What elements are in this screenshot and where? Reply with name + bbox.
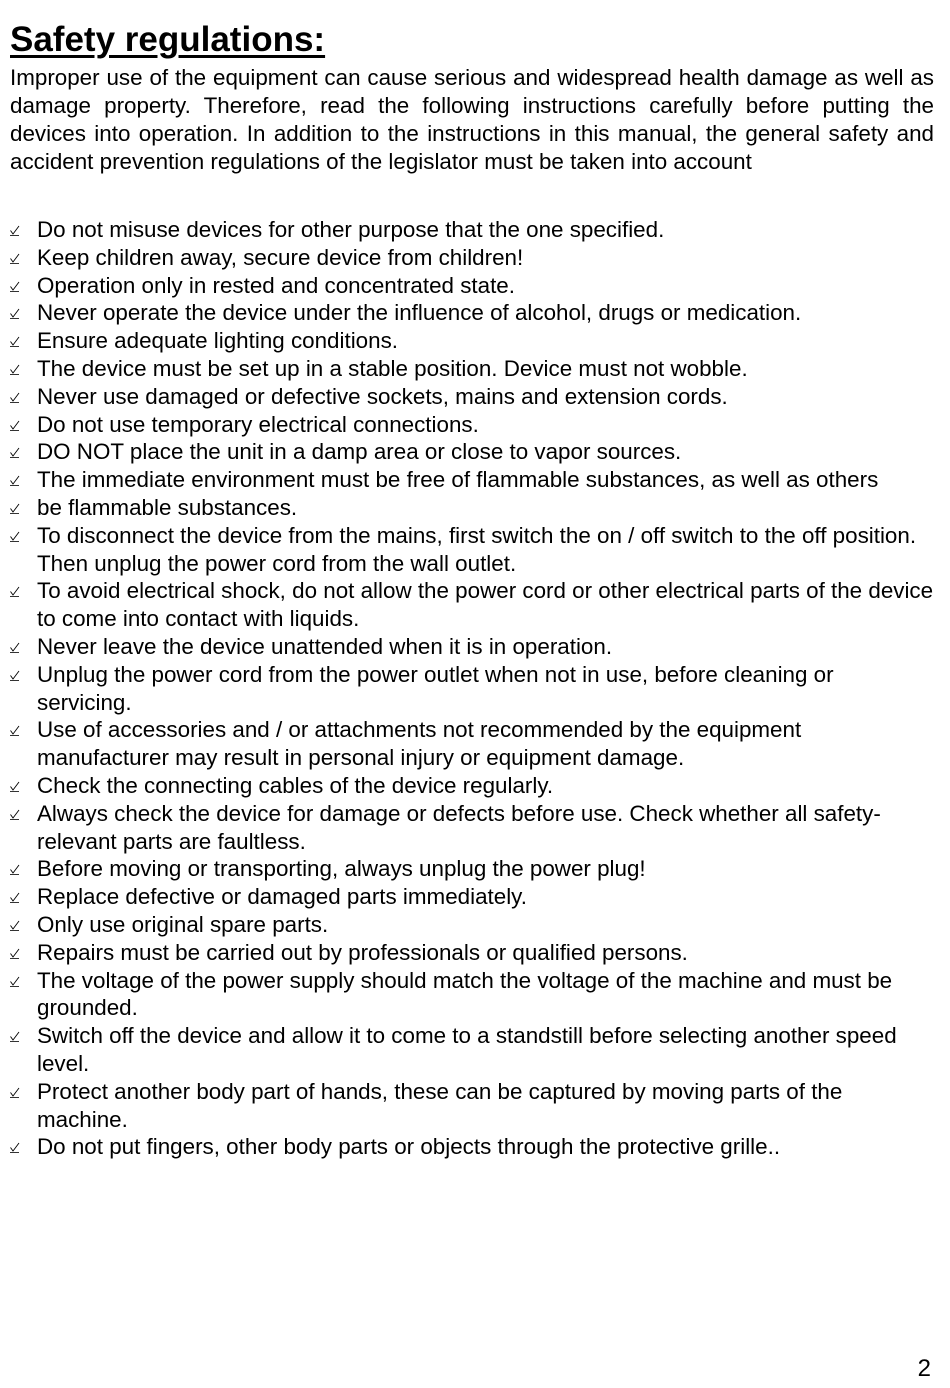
rule-text: Check the connecting cables of the device regularly.	[37, 772, 554, 798]
page-title: Safety regulations:	[10, 20, 326, 59]
check-mark-icon	[8, 245, 22, 272]
list-item	[10, 855, 934, 883]
rule-text: Repairs must be carried out by professionals or qualified persons.	[37, 939, 688, 965]
list-item	[10, 911, 934, 939]
rule-text: Switch off the device and allow it to come to a standstill before selecting another speed level.	[37, 1023, 897, 1076]
check-mark-icon	[8, 968, 22, 995]
check-mark-icon	[8, 912, 22, 939]
check-mark-icon	[8, 717, 22, 744]
list-item	[10, 299, 934, 327]
list-item	[10, 633, 934, 661]
rule-text: Ensure adequate lighting conditions.	[37, 328, 398, 354]
rule-text: The device must be set up in a stable position. Device must not wobble.	[37, 355, 748, 381]
check-mark-icon	[8, 801, 22, 828]
check-mark-icon	[8, 495, 22, 522]
check-mark-icon	[8, 523, 22, 550]
rule-text: Never use damaged or defective sockets, mains and extension cords.	[37, 383, 728, 409]
rule-text: Do not misuse devices for other purpose that the one specified.	[37, 217, 665, 242]
list-item	[10, 661, 934, 717]
list-item	[10, 216, 934, 244]
check-mark-icon	[8, 662, 22, 689]
safety-rules-list	[10, 216, 934, 1161]
rule-text: be flammable substances.	[37, 494, 298, 520]
list-item	[10, 244, 934, 272]
check-mark-icon	[8, 467, 22, 494]
rule-text: Protect another body part of hands, these can be captured by moving parts of the machine.	[37, 1078, 843, 1132]
document-page	[10, 18, 934, 1161]
rule-text: To disconnect the device from the mains, first switch the on / off switch to the off position. Then unplug the power cord from the wall outlet.	[37, 522, 917, 576]
list-item	[10, 327, 934, 355]
list-item	[10, 272, 934, 300]
rule-text: DO NOT place the unit in a damp area or close to vapor sources.	[37, 439, 682, 465]
rule-text: Operation only in rested and concentrated state.	[37, 272, 515, 298]
check-mark-icon	[8, 773, 22, 800]
check-mark-icon	[8, 300, 22, 327]
list-item	[10, 716, 934, 772]
rule-text: Never operate the device under the influence of alcohol, drugs or medication.	[37, 300, 802, 326]
rule-text: The immediate environment must be free of flammable substances, as well as others	[37, 467, 879, 493]
rule-text: Always check the device for damage or defects before use. Check whether all safety-relevant parts are faultless.	[37, 800, 881, 854]
intro-paragraph: Improper use of the equipment can cause serious and widespread health damage as well as damage property. Therefore, read the following instructions carefully before putting the devices into operation. In addition to the instructions in this manual, the general safety and accident prevention regulations of the legislator must be taken into account	[10, 65, 934, 174]
list-item	[10, 355, 934, 383]
rule-text: Only use original spare parts.	[37, 911, 329, 937]
check-mark-icon	[8, 412, 22, 439]
list-item	[10, 772, 934, 800]
rule-text: Unplug the power cord from the power outlet when not in use, before cleaning or servicing.	[37, 661, 834, 715]
rule-text: Never leave the device unattended when it is in operation.	[37, 633, 613, 659]
list-item	[10, 883, 934, 911]
list-item	[10, 494, 934, 522]
check-mark-icon	[8, 940, 22, 967]
list-item	[10, 438, 934, 466]
check-mark-icon	[8, 884, 22, 911]
check-mark-icon	[8, 856, 22, 883]
list-item	[10, 466, 934, 494]
list-item	[10, 383, 934, 411]
list-item	[10, 1078, 934, 1134]
check-mark-icon	[8, 384, 22, 411]
check-mark-icon	[8, 634, 22, 661]
rule-text: Do not use temporary electrical connections.	[37, 411, 479, 437]
list-item	[10, 522, 934, 578]
rule-text: Replace defective or damaged parts immediately.	[37, 884, 527, 910]
check-mark-icon	[8, 217, 22, 244]
rule-text: Keep children away, secure device from children!	[37, 244, 524, 270]
check-mark-icon	[8, 273, 22, 300]
list-item	[10, 1133, 934, 1161]
rule-text: The voltage of the power supply should match the voltage of the machine and must be grounded.	[37, 967, 893, 1021]
page-number: 2	[917, 1355, 931, 1382]
check-mark-icon	[8, 356, 22, 383]
rule-text: Do not put fingers, other body parts or objects through the protective grille..	[37, 1134, 781, 1160]
check-mark-icon	[8, 1079, 22, 1106]
rule-text: To avoid electrical shock, do not allow the power cord or other electrical parts of the device to come into contact with liquids.	[37, 578, 934, 632]
check-mark-icon	[8, 439, 22, 466]
list-item	[10, 411, 934, 439]
check-mark-icon	[8, 1134, 22, 1161]
list-item	[10, 1022, 934, 1078]
list-item	[10, 800, 934, 856]
list-item	[10, 577, 934, 633]
check-mark-icon	[8, 328, 22, 355]
check-mark-icon	[8, 578, 22, 605]
list-item	[10, 939, 934, 967]
rule-text: Use of accessories and / or attachments not recommended by the equipment manufacturer may result in personal injury or equipment damage.	[37, 717, 802, 771]
check-mark-icon	[8, 1023, 22, 1050]
list-item	[10, 967, 934, 1023]
rule-text: Before moving or transporting, always unplug the power plug!	[37, 856, 646, 882]
